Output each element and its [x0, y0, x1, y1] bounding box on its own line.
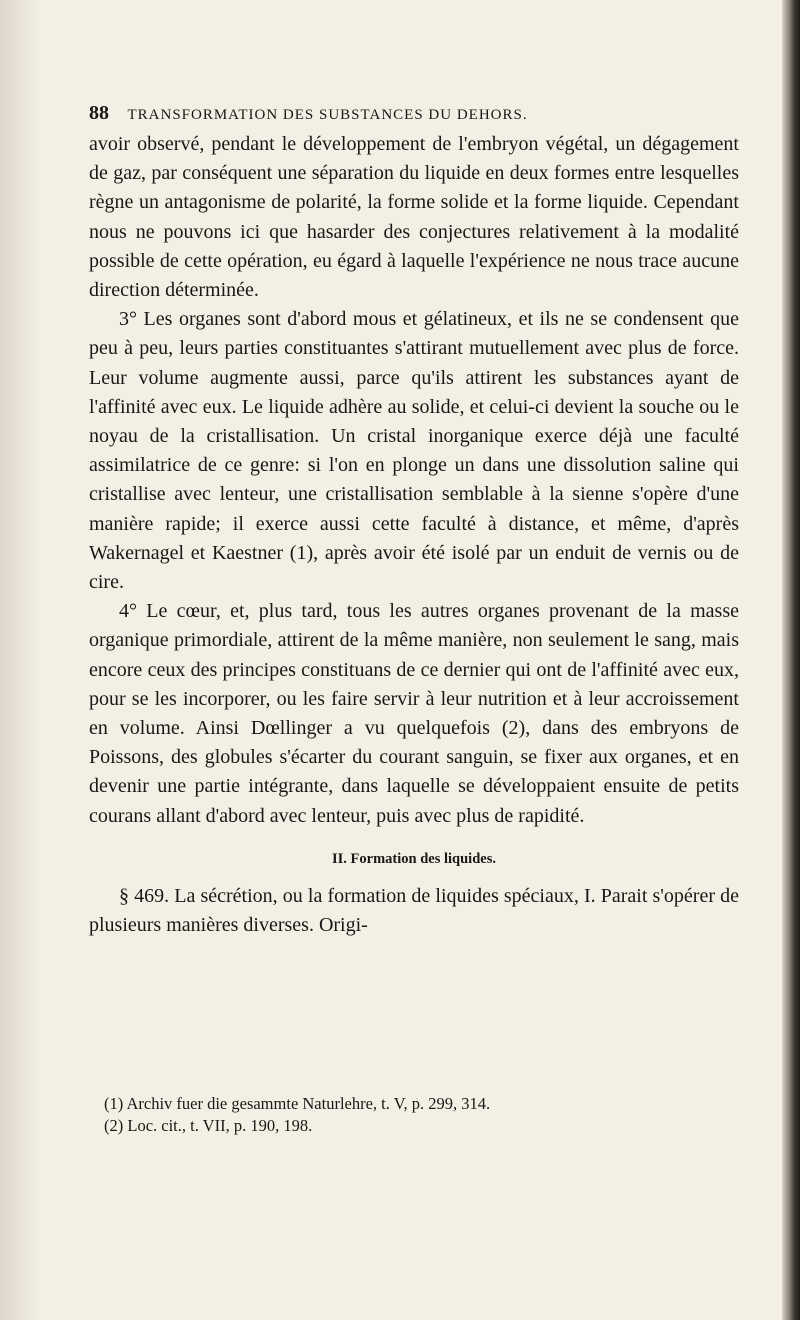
body-text [89, 130, 739, 940]
page-number: 88 [89, 102, 109, 124]
paragraph: 3° Les organes sont d'abord mous et gélatineux, et ils ne se condensent que peu à peu, leurs parties constituantes s'attirant mutuellement avec plus de force. Leur volume augmente aussi, parce qu'ils attirent les substances ayant de l'affinité avec eux. Le liquide adhère au solide, et celui-ci devient la souche ou le noyau de la cristallisation. Un cristal inorganique exerce déjà une faculté assimilatrice de ce genre: si l'on en plonge un dans une dissolution saline qui cristallise avec lenteur, une cristallisation semblable à la sienne s'opère d'une manière rapide; il exerce aussi cette faculté à distance, et même, d'après Wakernagel et Kaestner (1), après avoir été isolé par un enduit de vernis ou de cire. [89, 308, 739, 594]
page-edge [782, 0, 800, 1320]
paragraph: 4° Le cœur, et, plus tard, tous les autres organes provenant de la masse organique primordiale, attirent de la même manière, non seulement le sang, mais encore ceux des principes constituans de ce dernier qui ont de l'affinité avec eux, pour se les incorporer, ou les faire servir à leur nutrition et à leur accroissement en volume. Ainsi Dœllinger a vu quelquefois (2), dans des embryons de Poissons, des globules s'écarter du courant sanguin, se fixer aux organes, et en devenir une partie intégrante, dans laquelle se développaient ensuite de petits courans allant d'abord avec lenteur, puis avec plus de rapidité. [89, 600, 739, 827]
running-header [89, 102, 669, 126]
running-title: TRANSFORMATION DES SUBSTANCES DU DEHORS. [127, 107, 528, 123]
section-paragraph: § 469. La sécrétion, ou la formation de liquides spéciaux, I. Parait s'opérer de plusieurs manières diverses. Origi- [89, 885, 739, 937]
footnote: (1) Archiv fuer die gesammte Naturlehre, t. V, p. 299, 314. [104, 1094, 491, 1113]
paragraph: avoir observé, pendant le développement de l'embryon végétal, un dégagement de gaz, par conséquent une séparation du liquide en deux formes entre lesquelles règne un antagonisme de polarité, la forme solide et la forme liquide. Cependant nous ne pouvons ici que hasarder des conjectures relativement à la modalité possible de cette opération, eu égard à laquelle l'expérience ne nous trace aucune direction déterminée. [89, 133, 739, 302]
footnote: (2) Loc. cit., t. VII, p. 190, 198. [104, 1116, 313, 1135]
gutter-shadow [0, 0, 40, 1320]
section-title: II. Formation des liquides. [332, 850, 496, 867]
footnotes [104, 1093, 734, 1137]
